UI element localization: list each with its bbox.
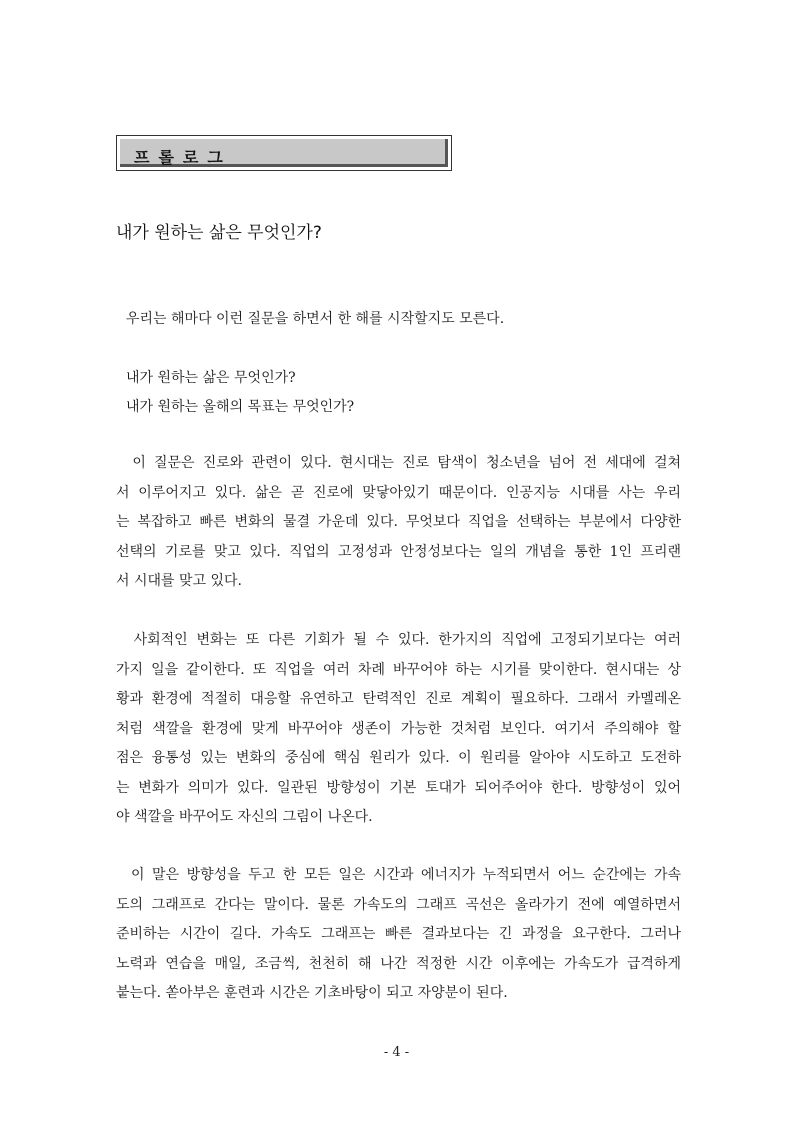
paragraph-line: 황과 환경에 적절히 대응할 유연하고 탄력적인 진로 계획이 필요하다. 그래서 카멜레온 (116, 691, 681, 707)
paragraph-line: 이 질문은 진로와 관련이 있다. 현시대는 진로 탐색이 청소년을 넘어 전 세대에 걸쳐 (116, 455, 681, 471)
question-2: 내가 원하는 올해의 목표는 무엇인가? (126, 399, 355, 415)
section-title-box (116, 135, 452, 171)
paragraph-line: 노력과 연습을 매일, 조금씩, 천천히 해 나간 적정한 시간 이후에는 가속도가 급격하게 (116, 955, 681, 972)
paragraph-line: 도의 그래프로 간다는 말이다. 물론 가속도의 그래프 곡선은 올라가기 전에 예열하면서 (116, 896, 681, 913)
paragraph-line: 야 색깔을 바꾸어도 자신의 그림이 나온다. (116, 809, 373, 825)
paragraph-line: 서 시대를 맞고 있다. (116, 573, 242, 589)
chapter-heading: 내가 원하는 삶은 무엇인가? (116, 223, 322, 243)
paragraph-1 (116, 449, 681, 597)
paragraph-line: 는 복잡하고 빠른 변화의 물결 가운데 있다. 무엇보다 직업을 선택하는 부분에서 다양한 (116, 514, 681, 530)
paragraph-line: 준비하는 시간이 길다. 가속도 그래프는 빠른 결과보다는 긴 과정을 요구한다. 그러나 (116, 926, 681, 942)
section-title: 프롤로그 (134, 148, 232, 167)
paragraph-line: 점은 융통성 있는 변화의 중심에 핵심 원리가 있다. 이 원리를 알아야 시도하고 도전하 (116, 750, 681, 766)
page-number: - 4 - (383, 1045, 410, 1060)
paragraph-line: 처럼 색깔을 환경에 맞게 바꾸어야 생존이 가능한 것처럼 보인다. 여기서 주의해야 할 (116, 720, 681, 737)
paragraph-line: 가지 일을 같이한다. 또 직업을 여러 차례 바꾸어야 하는 시기를 맞이한다. 현시대는 상 (116, 661, 681, 678)
paragraph-line: 는 변화가 의미가 있다. 일관된 방향성이 기본 토대가 되어주어야 한다. 방향성이 있어 (116, 779, 681, 796)
question-1: 내가 원하는 삶은 무엇인가? (126, 370, 296, 386)
paragraph-line: 이 말은 방향성을 두고 한 모든 일은 시간과 에너지가 누적되면서 어느 순간에는 가속 (116, 867, 681, 883)
paragraph-line: 사회적인 변화는 또 다른 기회가 될 수 있다. 한가지의 직업에 고정되기보다는 여러 (116, 632, 681, 648)
intro-line: 우리는 해마다 이런 질문을 하면서 한 해를 시작할지도 모른다. (126, 311, 505, 327)
paragraph-line: 서 이루어지고 있다. 삶은 곧 진로에 맞닿아있기 때문이다. 인공지능 시대를 사는 우리 (116, 484, 681, 501)
paragraph-2 (116, 626, 681, 833)
paragraph-line: 붙는다. 쏟아부은 훈련과 시간은 기초바탕이 되고 자양분이 된다. (116, 985, 508, 1001)
paragraph-line: 선택의 기로를 맞고 있다. 직업의 고정성과 안정성보다는 일의 개념을 통한 1인 프리랜 (116, 543, 681, 560)
paragraph-3 (116, 861, 681, 1009)
